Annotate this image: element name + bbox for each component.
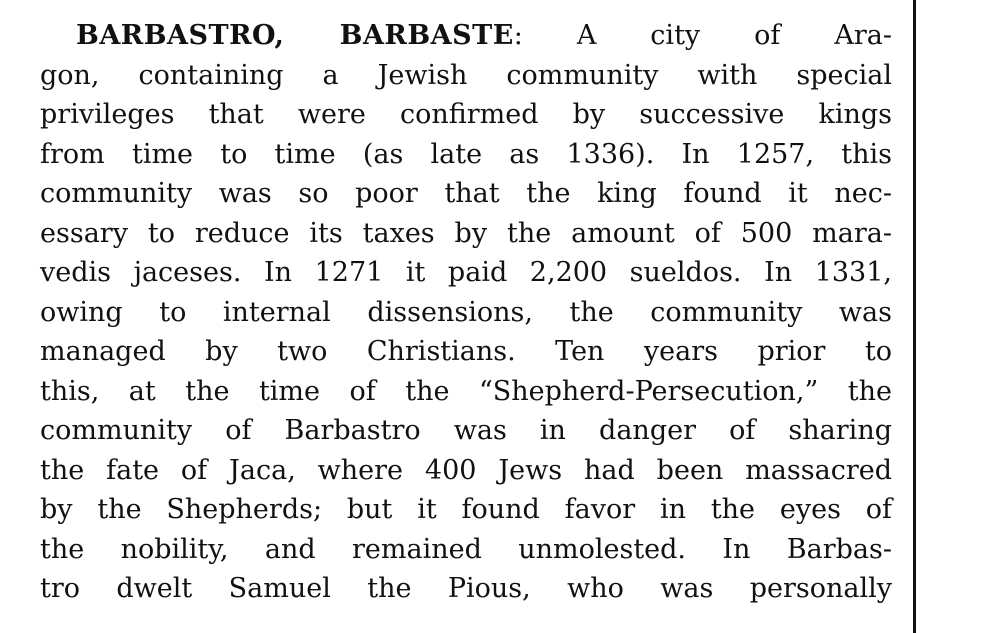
article-line-8: owing to internal dissensions, the community was bbox=[40, 296, 892, 328]
article-line-5: community was so poor that the king found it nec- bbox=[40, 178, 892, 209]
column-divider bbox=[913, 0, 916, 633]
article-line-1 bbox=[40, 16, 892, 56]
article-line-9: managed by two Christians. Ten years prior to bbox=[40, 336, 892, 367]
article-line-1-text: : A city of Ara- bbox=[513, 20, 892, 51]
article-line-3: privileges that were confirmed by successive kings bbox=[40, 99, 892, 130]
article-line-12: the fate of Jaca, where 400 Jews had been massacred bbox=[40, 454, 892, 486]
article-line-2: gon, containing a Jewish community with special bbox=[40, 59, 892, 91]
article-line-15: tro dwelt Samuel the Pious, who was personally bbox=[40, 573, 892, 604]
article-line-6: essary to reduce its taxes by the amount of 500 mara- bbox=[40, 217, 892, 249]
article-headword: BARBASTRO, BARBASTE bbox=[76, 20, 514, 51]
article-line-13: by the Shepherds; but it found favor in the eyes of bbox=[40, 494, 892, 525]
article-text bbox=[40, 16, 892, 609]
article-line-11: community of Barbastro was in danger of sharing bbox=[40, 415, 892, 446]
article-line-10: this, at the time of the “Shepherd-Persecution,” the bbox=[40, 375, 892, 407]
article-line-4: from time to time (as late as 1336). In 1257, this bbox=[40, 138, 892, 170]
article-line-7: vedis jaceses. In 1271 it paid 2,200 sueldos. In 1331, bbox=[40, 257, 892, 288]
article-line-14: the nobility, and remained unmolested. In Barbas- bbox=[40, 533, 892, 565]
